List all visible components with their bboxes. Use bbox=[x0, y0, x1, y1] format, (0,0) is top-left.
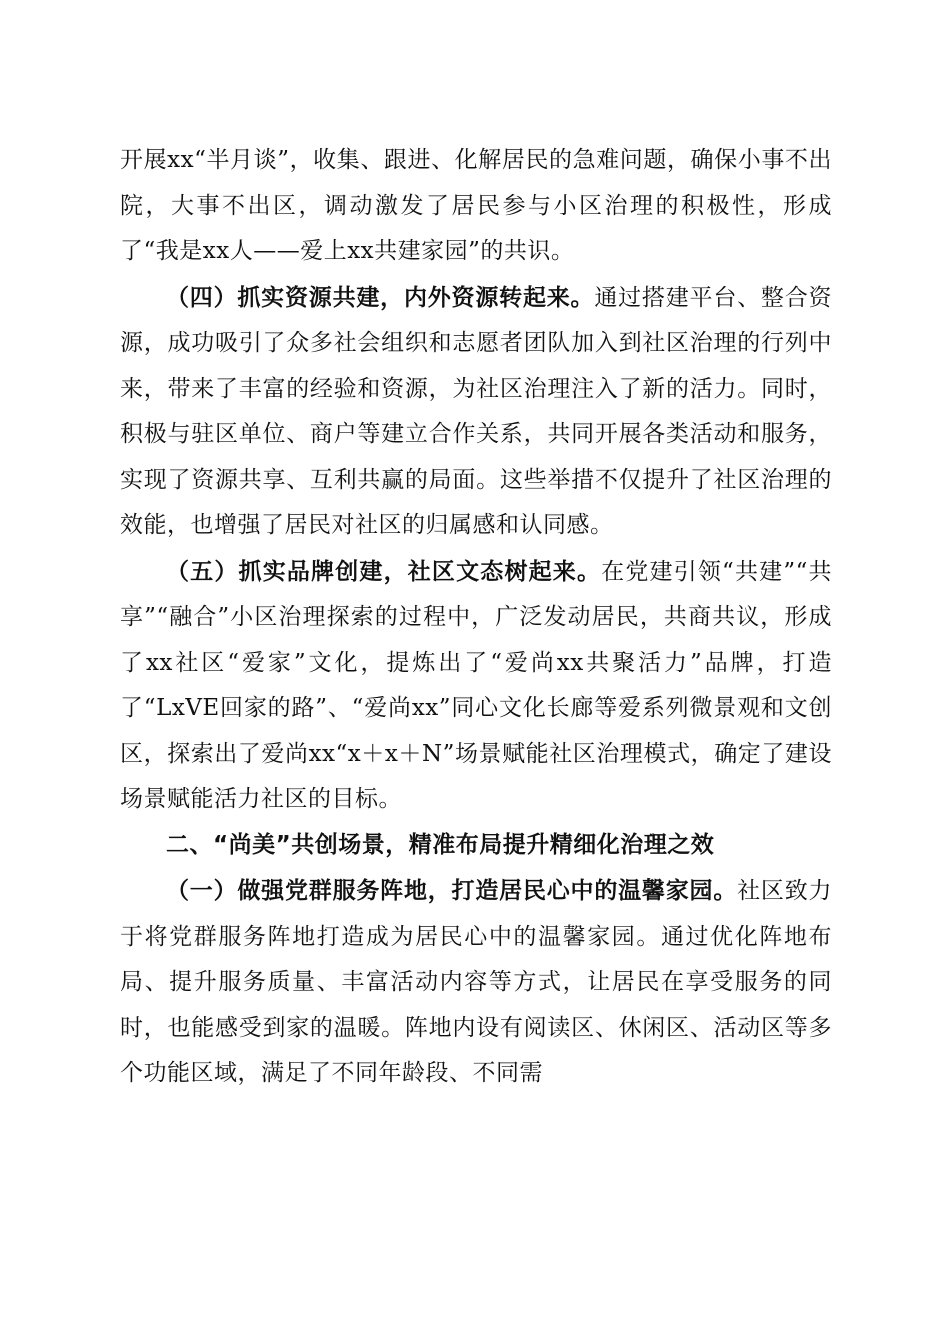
subsection-1-body: 社区致力于将党群服务阵地打造成为居民心中的温馨家园。通过优化阵地布局、提升服务质量、丰富活动内容等方式，让居民在享受服务的同时，也能感受到家的温暖。阵地内设有阅读区、休闲区、活动区等多个功能区域，满足了不同年龄段、不同需 bbox=[120, 878, 833, 1086]
section-4-lead: （四）抓实资源共建，内外资源转起来。 bbox=[166, 283, 595, 311]
section-4-body: 通过搭建平台、整合资源，成功吸引了众多社会组织和志愿者团队加入到社区治理的行列中来，带来了丰富的经验和资源，为社区治理注入了新的活力。同时，积极与驻区单位、商户等建立合作关系，共同开展各类活动和服务，实现了资源共享、互利共赢的局面。这些举措不仅提升了社区治理的效能，也增强了居民对社区的归属感和认同感。 bbox=[120, 284, 833, 538]
section-5-body: 在党建引领“共建”“共享”“融合”小区治理探索的过程中，广泛发动居民，共商共议，形成了xx社区“爱家”文化，提炼出了“爱尚xx共聚活力”品牌，打造了“LxVE回家的路”、“爱尚xx”同心文化长廊等爱系列微景观和文创区，探索出了爱尚xx“x＋x＋N”场景赋能社区治理模式，确定了建设场景赋能活力社区的目标。 bbox=[120, 558, 833, 812]
paragraph-section-5 bbox=[120, 549, 832, 823]
paragraph-continued-text: 开展xx“半月谈”，收集、跟进、化解居民的急难问题，确保小事不出院，大事不出区，调动激发了居民参与小区治理的积极性，形成了“我是xx人——爱上xx共建家园”的共识。 bbox=[120, 147, 832, 264]
paragraph-subsection-1 bbox=[120, 868, 832, 1097]
section-5-lead: （五）抓实品牌创建，社区文态树起来。 bbox=[166, 557, 602, 585]
subsection-1-lead: （一）做强党群服务阵地，打造居民心中的温馨家园。 bbox=[166, 877, 738, 904]
paragraph-continued bbox=[120, 138, 832, 275]
paragraph-section-4 bbox=[120, 275, 832, 549]
document-body bbox=[120, 138, 832, 1097]
section-heading-2: 二、“尚美”共创场景，精准布局提升精细化治理之效 bbox=[166, 831, 715, 858]
